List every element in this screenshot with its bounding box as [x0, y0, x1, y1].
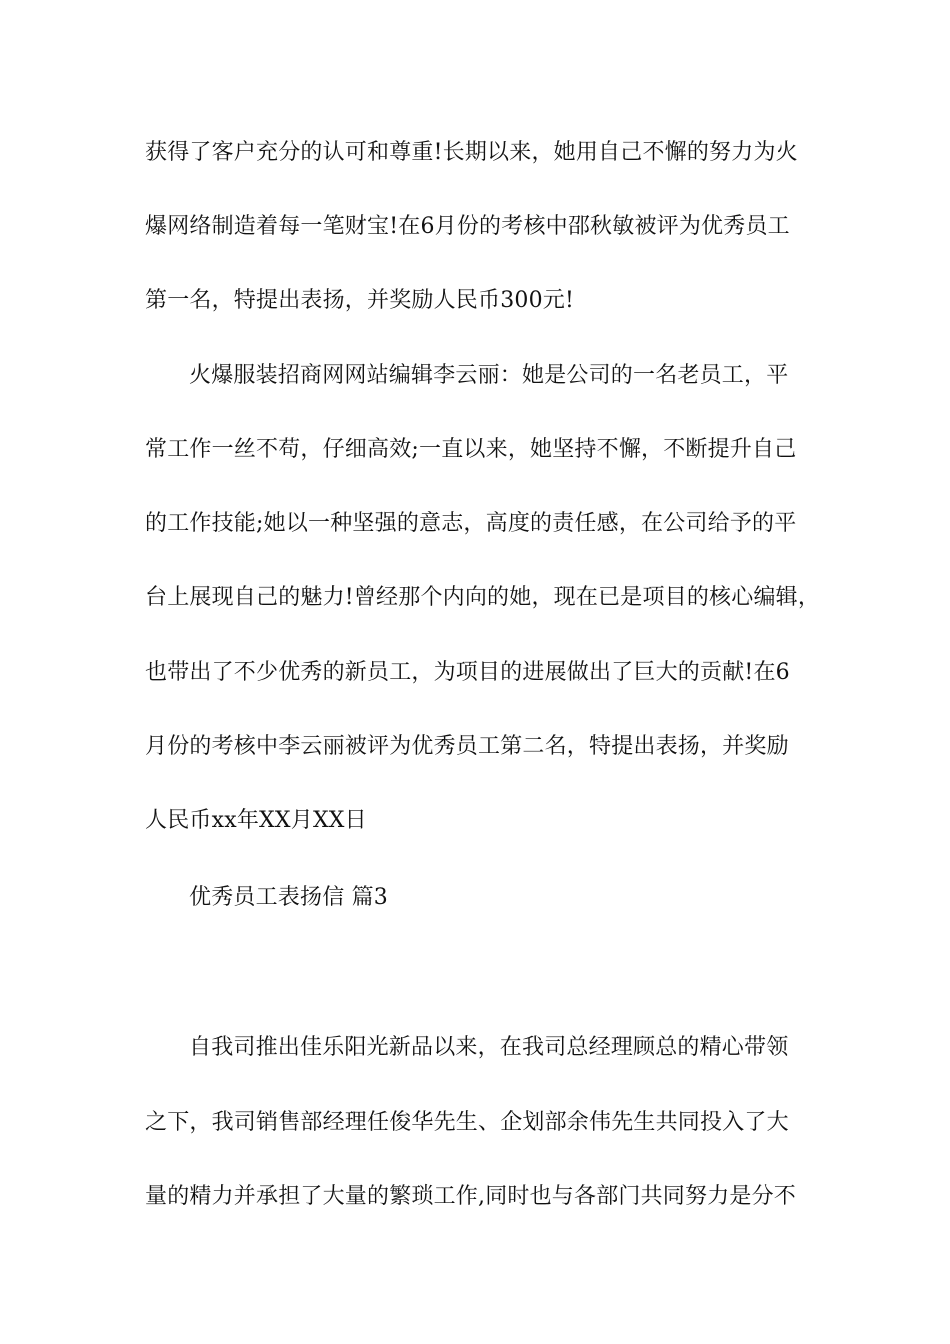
paragraph-start: 自我司推出佳乐阳光新品以来，在我司总经理顾总的精心带领 [189, 1035, 789, 1060]
text-line: 第一名，特提出表扬，并奖励人民币300元! [145, 288, 575, 313]
section-heading: 优秀员工表扬信 篇3 [189, 885, 388, 910]
paragraph-start: 火爆服装招商网网站编辑李云丽：她是公司的一名老员工，平 [189, 363, 789, 388]
text-line: 常工作一丝不苟，仔细高效;一直以来，她坚持不懈，不断提升自己 [145, 437, 797, 462]
text-line: 台上展现自己的魅力!曾经那个内向的她，现在已是项目的核心编辑， [145, 585, 821, 610]
text-line: 爆网络制造着每一笔财宝!在6月份的考核中邵秋敏被评为优秀员工 [145, 214, 790, 239]
text-line: 也带出了不少优秀的新员工，为项目的进展做出了巨大的贡献!在6 [145, 660, 790, 685]
text-line: 月份的考核中李云丽被评为优秀员工第二名，特提出表扬，并奖励 [145, 734, 789, 759]
text-line: 获得了客户充分的认可和尊重!长期以来，她用自己不懈的努力为火 [145, 140, 798, 165]
text-line: 之下，我司销售部经理任俊华先生、企划部余伟先生共同投入了大 [145, 1110, 789, 1135]
text-line: 的工作技能;她以一种坚强的意志，高度的责任感，在公司给予的平 [145, 511, 797, 536]
text-line: 量的精力并承担了大量的繁琐工作,同时也与各部门共同努力是分不 [145, 1184, 796, 1209]
text-line: 人民币xx年XX月XX日 [145, 808, 367, 833]
